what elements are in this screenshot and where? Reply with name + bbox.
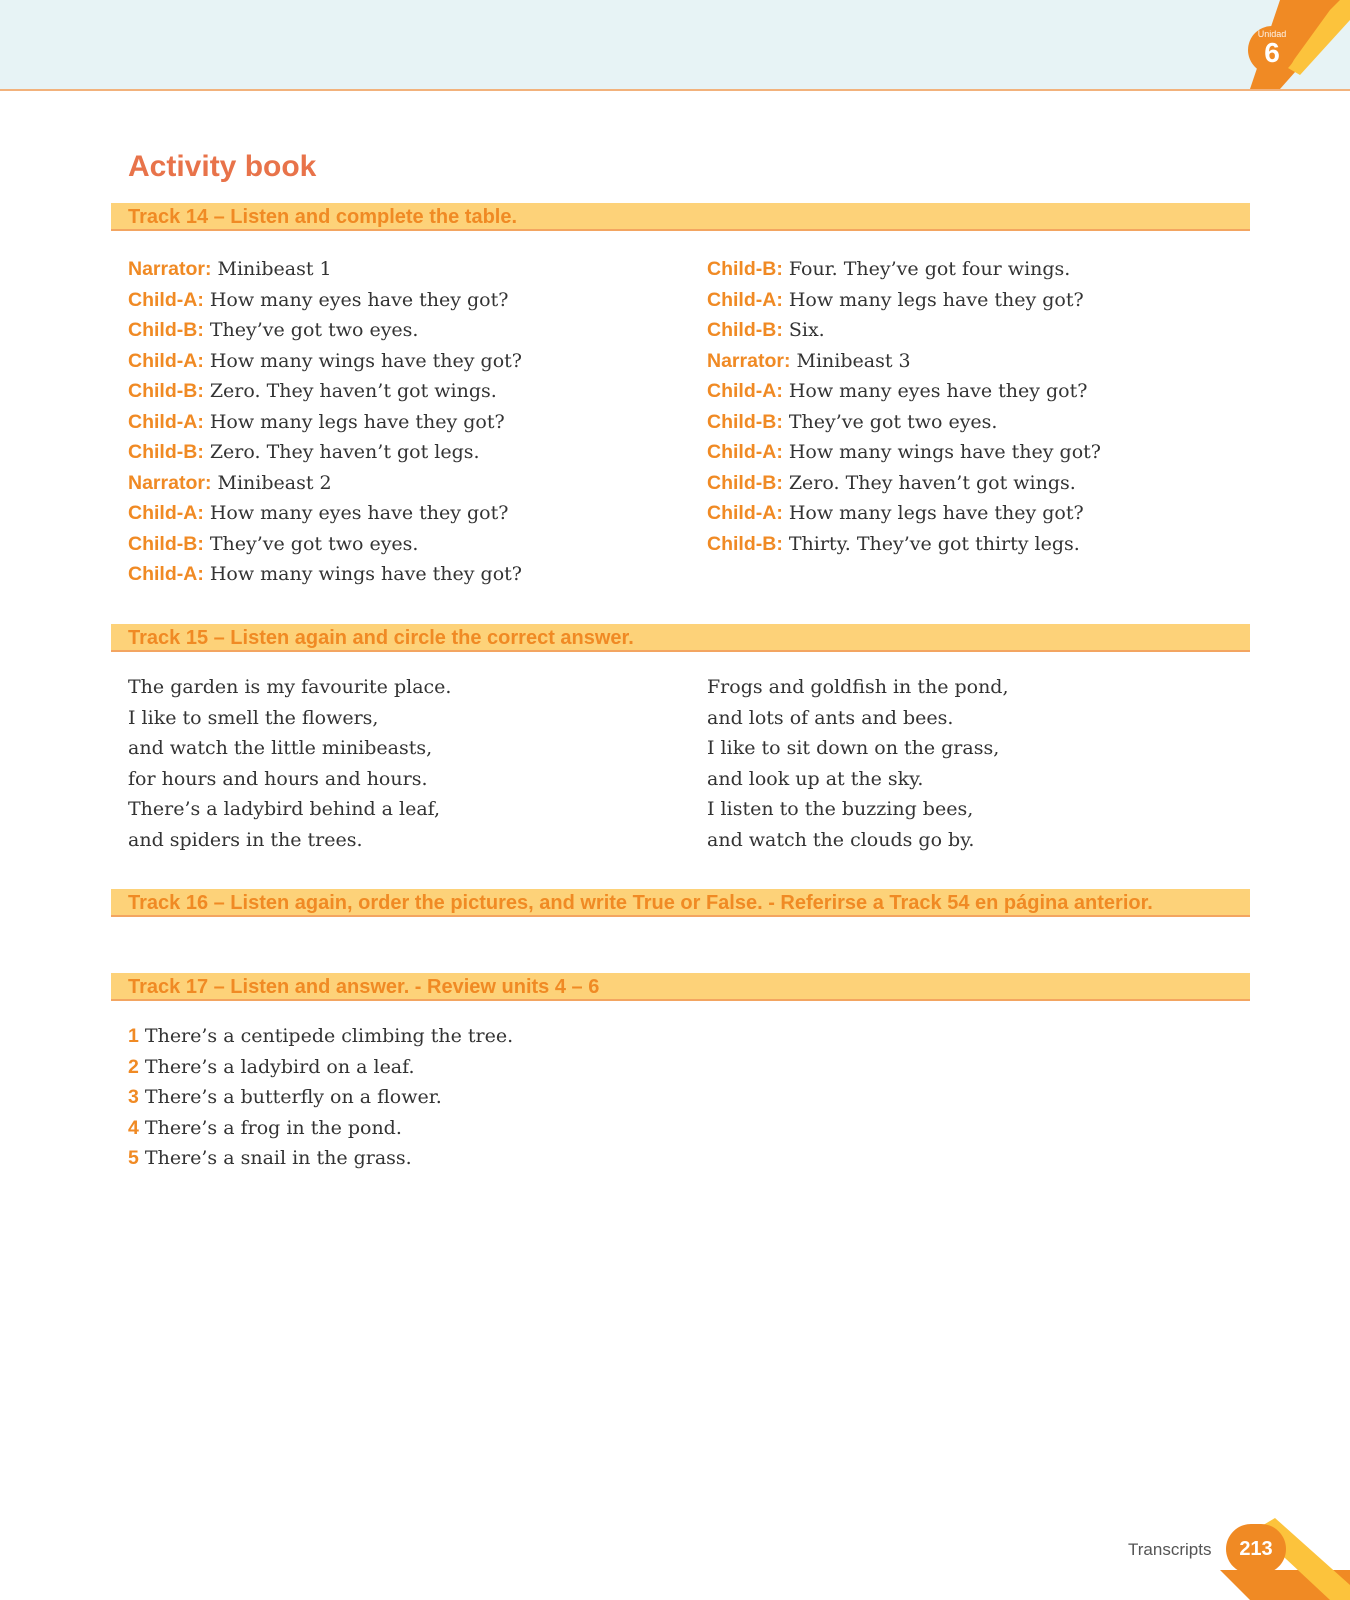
- speaker-label: Child-B:: [128, 441, 204, 463]
- dialogue-line: [128, 468, 522, 499]
- speaker-label: Child-A:: [128, 410, 204, 433]
- item-number: 2: [128, 1055, 139, 1078]
- speaker-label: Child-A:: [707, 502, 783, 524]
- dialogue-line: [707, 315, 1101, 346]
- dialogue-line: [128, 559, 522, 590]
- track-15-right-column: [707, 672, 1009, 855]
- dialogue-line: [707, 437, 1101, 468]
- dialogue-text: Thirty. They’ve got thirty legs.: [788, 532, 1080, 555]
- speaker-label: Child-A:: [128, 563, 204, 585]
- track-16-heading: Track 16 – Listen again, order the pictures, and write True or False. - Referirse a Track 54 en página anterior.: [111, 889, 1250, 917]
- item-text: There’s a ladybird on a leaf.: [144, 1055, 415, 1078]
- speaker-label: Child-A:: [128, 349, 204, 372]
- dialogue-line: [128, 254, 522, 285]
- poem-line: and lots of ants and bees.: [707, 706, 954, 729]
- dialogue-text: How many wings have they got?: [209, 349, 522, 372]
- speaker-label: Child-A:: [707, 441, 783, 463]
- dialogue-line: [707, 407, 1101, 438]
- speaker-label: Narrator:: [128, 471, 212, 494]
- unit-badge: [1248, 26, 1296, 74]
- poem-line: I listen to the buzzing bees,: [707, 798, 974, 820]
- speaker-label: Narrator:: [128, 258, 212, 280]
- speaker-label: Child-B:: [707, 532, 783, 555]
- item-number: 5: [128, 1147, 139, 1169]
- track-17-heading: Track 17 – Listen and answer. - Review units 4 – 6: [111, 973, 1250, 1001]
- dialogue-text: How many legs have they got?: [209, 410, 505, 433]
- speaker-label: Child-A:: [128, 502, 204, 524]
- dialogue-text: Zero. They haven’t got wings.: [788, 471, 1076, 494]
- dialogue-text: They’ve got two eyes.: [209, 532, 419, 555]
- item-text: There’s a snail in the grass.: [144, 1147, 412, 1169]
- poem-line: Frogs and goldfish in the pond,: [707, 676, 1009, 698]
- poem-line: for hours and hours and hours.: [128, 767, 428, 790]
- track-15-heading: Track 15 – Listen again and circle the correct answer.: [111, 624, 1250, 652]
- track-14-left-column: [128, 254, 522, 590]
- dialogue-text: Minibeast 1: [217, 258, 332, 280]
- dialogue-line: [128, 285, 522, 316]
- dialogue-text: How many eyes have they got?: [788, 380, 1088, 402]
- unit-number: 6: [1264, 37, 1280, 68]
- dialogue-line: [128, 437, 522, 468]
- dialogue-text: How many eyes have they got?: [209, 502, 509, 524]
- dialogue-text: How many legs have they got?: [788, 288, 1084, 311]
- list-item: [128, 1052, 513, 1083]
- speaker-label: Child-A:: [707, 380, 783, 402]
- dialogue-text: Four. They’ve got four wings.: [788, 258, 1071, 280]
- dialogue-line: [707, 376, 1101, 407]
- poem-line: The garden is my favourite place.: [128, 676, 452, 698]
- list-item: [128, 1082, 513, 1113]
- list-item: [128, 1113, 513, 1144]
- speaker-label: Child-A:: [707, 288, 783, 311]
- speaker-label: Child-B:: [128, 532, 204, 555]
- speaker-label: Child-B:: [128, 380, 204, 402]
- item-text: There’s a centipede climbing the tree.: [144, 1025, 514, 1047]
- dialogue-text: Zero. They haven’t got legs.: [209, 441, 480, 463]
- dialogue-text: Minibeast 3: [796, 349, 911, 372]
- speaker-label: Child-B:: [707, 410, 783, 433]
- list-item: [128, 1021, 513, 1052]
- dialogue-text: How many wings have they got?: [788, 441, 1101, 463]
- dialogue-line: [128, 498, 522, 529]
- dialogue-line: [707, 346, 1101, 377]
- dialogue-line: [707, 529, 1101, 560]
- dialogue-line: [128, 346, 522, 377]
- item-number: 4: [128, 1116, 139, 1139]
- dialogue-text: How many eyes have they got?: [209, 288, 509, 311]
- dialogue-line: [707, 254, 1101, 285]
- footer-label: Transcripts: [1128, 1540, 1212, 1559]
- item-number: 1: [128, 1025, 139, 1047]
- track-17-list: [128, 1021, 513, 1174]
- dialogue-text: They’ve got two eyes.: [209, 319, 419, 341]
- speaker-label: Child-B:: [707, 319, 783, 341]
- poem-line: and watch the little minibeasts,: [128, 737, 433, 759]
- speaker-label: Narrator:: [707, 349, 791, 372]
- speaker-label: Child-B:: [128, 319, 204, 341]
- page-title: Activity book: [128, 150, 317, 183]
- track-15-left-column: [128, 672, 451, 855]
- poem-line: I like to smell the flowers,: [128, 706, 379, 729]
- header-band: [0, 0, 1350, 91]
- dialogue-text: Zero. They haven’t got wings.: [209, 380, 497, 402]
- unit-label: Unidad: [1257, 29, 1287, 39]
- poem-line: I like to sit down on the grass,: [707, 737, 1000, 759]
- dialogue-line: [128, 376, 522, 407]
- item-text: There’s a frog in the pond.: [144, 1116, 402, 1139]
- poem-line: and spiders in the trees.: [128, 828, 363, 851]
- dialogue-line: [128, 315, 522, 346]
- list-item: [128, 1143, 513, 1174]
- poem-line: and watch the clouds go by.: [707, 828, 975, 851]
- track-14-heading: Track 14 – Listen and complete the table.: [111, 203, 1250, 231]
- dialogue-line: [707, 498, 1101, 529]
- dialogue-line: [128, 529, 522, 560]
- speaker-label: Child-A:: [128, 288, 204, 311]
- dialogue-text: Minibeast 2: [217, 471, 332, 494]
- poem-line: and look up at the sky.: [707, 767, 924, 790]
- dialogue-text: They’ve got two eyes.: [788, 410, 998, 433]
- item-text: There’s a butterfly on a flower.: [144, 1086, 442, 1108]
- item-number: 3: [128, 1086, 139, 1108]
- speaker-label: Child-B:: [707, 258, 783, 280]
- dialogue-line: [707, 468, 1101, 499]
- track-14-right-column: [707, 254, 1101, 559]
- dialogue-line: [707, 285, 1101, 316]
- dialogue-text: How many legs have they got?: [788, 502, 1084, 524]
- page-number: 213: [1226, 1524, 1286, 1574]
- poem-line: There’s a ladybird behind a leaf,: [128, 798, 441, 820]
- speaker-label: Child-B:: [707, 471, 783, 494]
- dialogue-line: [128, 407, 522, 438]
- dialogue-text: How many wings have they got?: [209, 563, 522, 585]
- dialogue-text: Six.: [788, 319, 825, 341]
